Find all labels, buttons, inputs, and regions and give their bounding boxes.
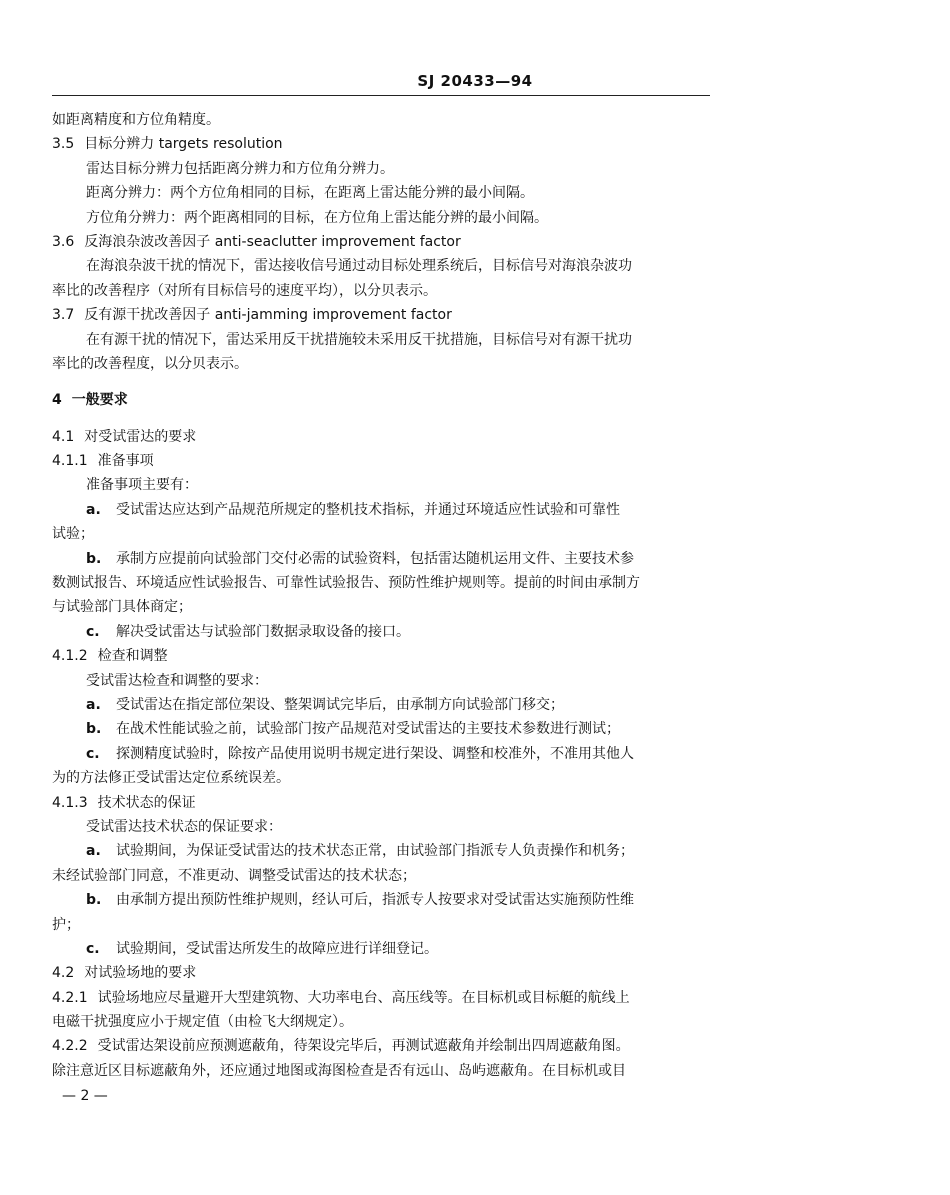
section-heading-4-1-3: 4.1.3 技术状态的保证	[52, 794, 196, 811]
text-line: 距离分辨力：两个方位角相同的目标，在距离上雷达能分辨的最小间隔。	[86, 185, 534, 202]
text-line: 除注意近区目标遮蔽角外，还应通过地图或海图检查是否有远山、岛屿遮蔽角。在目标机或目	[52, 1062, 626, 1079]
standard-code-header: SJ 20433—94	[417, 72, 533, 90]
header-rule	[52, 95, 710, 96]
list-item-a: a. 受试雷达在指定部位架设、整架调试完毕后，由承制方向试验部门移交；	[86, 696, 564, 713]
text-line: 与试验部门具体商定；	[52, 599, 192, 616]
text-line: 试验；	[52, 526, 94, 543]
section-heading-4: 4 一般要求	[52, 392, 128, 409]
list-item-c: c. 解决受试雷达与试验部门数据录取设备的接口。	[86, 623, 410, 640]
text-line: 准备事项主要有：	[86, 477, 198, 494]
text-line: 雷达目标分辨力包括距离分辨力和方位角分辨力。	[86, 160, 394, 177]
list-item-a: a. 受试雷达应达到产品规范所规定的整机技术指标，并通过环境适应性试验和可靠性	[86, 501, 620, 518]
document-body	[52, 108, 712, 1083]
clause-4-2-1: 4.2.1 试验场地应尽量避开大型建筑物、大功率电台、高压线等。在目标机或目标艇的航线上	[52, 989, 630, 1006]
list-item-c: c. 试验期间，受试雷达所发生的故障应进行详细登记。	[86, 940, 438, 957]
text-line: 数测试报告、环境适应性试验报告、可靠性试验报告、预防性维护规则等。提前的时间由承制方	[52, 575, 640, 592]
text-line: 在有源干扰的情况下，雷达采用反干扰措施较未采用反干扰措施，目标信号对有源干扰功	[86, 331, 632, 348]
section-heading-4-1-1: 4.1.1 准备事项	[52, 453, 154, 470]
page-number: — 2 —	[62, 1088, 108, 1104]
text-line: 受试雷达检查和调整的要求：	[86, 672, 268, 689]
text-line: 率比的改善程度，以分贝表示。	[52, 355, 248, 372]
text-line: 为的方法修正受试雷达定位系统误差。	[52, 770, 290, 787]
list-item-a: a. 试验期间，为保证受试雷达的技术状态正常，由试验部门指派专人负责操作和机务；	[86, 843, 634, 860]
text-line: 率比的改善程序（对所有目标信号的速度平均），以分贝表示。	[52, 282, 437, 299]
text-line: 受试雷达技术状态的保证要求：	[86, 818, 282, 835]
section-heading-4-2: 4.2 对试验场地的要求	[52, 965, 197, 982]
section-heading-4-1-2: 4.1.2 检查和调整	[52, 648, 168, 665]
list-item-b: b. 在战术性能试验之前，试验部门按产品规范对受试雷达的主要技术参数进行测试；	[86, 721, 620, 738]
list-item-b: b. 承制方应提前向试验部门交付必需的试验资料，包括雷达随机运用文件、主要技术参	[86, 550, 634, 567]
section-heading-3-5: 3.5 目标分辨力 targets resolution	[52, 136, 283, 153]
text-line: 未经试验部门同意，不准更动、调整受试雷达的技术状态；	[52, 867, 416, 884]
section-heading-4-1: 4.1 对受试雷达的要求	[52, 428, 197, 445]
clause-4-2-2: 4.2.2 受试雷达架设前应预测遮蔽角，待架设完毕后，再测试遮蔽角并绘制出四周遮蔽角图。	[52, 1038, 630, 1055]
list-item-c: c. 探测精度试验时，除按产品使用说明书规定进行架设、调整和校准外，不准用其他人	[86, 745, 634, 762]
text-line: 如距离精度和方位角精度。	[52, 112, 220, 128]
section-heading-3-7: 3.7 反有源干扰改善因子 anti-jamming improvement factor	[52, 307, 452, 324]
text-line: 在海浪杂波干扰的情况下，雷达接收信号通过动目标处理系统后，目标信号对海浪杂波功	[86, 258, 632, 275]
text-line: 方位角分辨力：两个距离相同的目标，在方位角上雷达能分辨的最小间隔。	[86, 209, 548, 226]
text-line: 电磁干扰强度应小于规定值（由检飞大纲规定）。	[52, 1014, 353, 1031]
list-item-b: b. 由承制方提出预防性维护规则，经认可后，指派专人按要求对受试雷达实施预防性维	[86, 892, 634, 909]
section-heading-3-6: 3.6 反海浪杂波改善因子 anti-seaclutter improvement factor	[52, 233, 461, 250]
text-line: 护；	[52, 916, 80, 933]
